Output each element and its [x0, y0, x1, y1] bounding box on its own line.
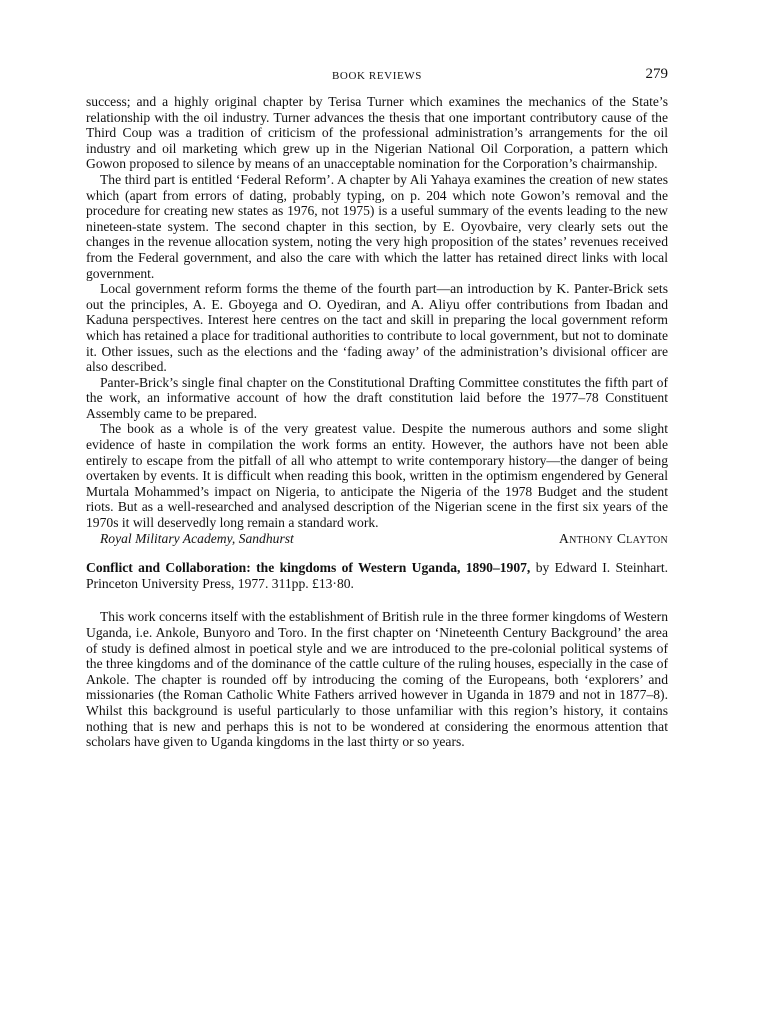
paragraph: Panter-Brick’s single final chapter on the Constitutional Drafting Committee constitutes the fifth part of the work, an informative account of how the draft constitution laid before the 1977–78 Constituent Assembly came to be prepared.: [86, 374, 668, 421]
page-body: [86, 94, 668, 750]
review-body: [86, 609, 668, 749]
paragraph: This work concerns itself with the establishment of British rule in the three former kingdoms of Western Uganda, i.e. Ankole, Bunyoro and Toro. In the first chapter on ‘Nineteenth Century Background’ the area of study is defined almost in poetical style and we are introduced to the pre-colonial political systems of the three kingdoms and of the dominance of the cattle culture of the ruling houses, especially in the case of Ankole. The chapter is rounded off by introducing the coming of the Europeans, both ‘explorers’ and missionaries (the Roman Catholic White Fathers arrived however in Uganda in 1879 and not in 1877–8). Whilst this background is useful particularly to those unfamiliar with this region’s history, it contains nothing that is new and perhaps this is not to be wondered at considering the enormous attention that scholars have given to Uganda kingdoms in the last thirty or so years.: [86, 609, 668, 750]
reviewer-signature: [86, 531, 668, 547]
paragraph: The third part is entitled ‘Federal Reform’. A chapter by Ali Yahaya examines the creation of new states which (apart from errors of dating, probably typing, on p. 204 which note Gowon’s removal and the procedure for creating new states as 1976, not 1975) is a useful summary of the events leading to the new nineteen-state system. The second chapter in this section, by E. Oyovbaire, very clearly sets out the changes in the revenue allocation system, noting the very high proposition of the states’ revenues received from the Federal government, and also the care with which the latter has retained direct links with local government.: [86, 171, 668, 281]
reviewer-name: Anthony Clayton: [558, 530, 668, 546]
paragraph: success; and a highly original chapter by Terisa Turner which examines the mechanics of the State’s relationship with the oil industry. Turner advances the thesis that one important contributory cause of the Third Coup was a tradition of criticism of the professional administration’s arrangements for the oil industry and oil marketing which grew up in the Nigerian National Oil Corporation, a pattern which Gowon proposed to silence by means of an unacceptable nomination for the Corporation’s chairmanship.: [86, 94, 668, 172]
reviewer-affiliation: Royal Military Academy, Sandhurst: [100, 530, 294, 546]
paragraph: The book as a whole is of the very greatest value. Despite the numerous authors and some slight evidence of haste in compilation the work forms an entity. However, the authors have not been able entirely to escape from the pitfall of all who attempt to write contemporary history—the danger of being overtaken by events. It is difficult when reading this book, written in the optimism engendered by General Murtala Mohammed’s impact on Nigeria, to anticipate the Nigeria of the 1978 Budget and the student riots. But as a well-researched and analysed description of the Nigerian scene in the first six years of the 1970s it will deservedly long remain a standard work.: [86, 421, 668, 531]
page-number: 279: [645, 66, 668, 82]
page-header: [86, 66, 668, 88]
review-western-uganda: [86, 560, 668, 750]
book-citation: by Edward I. Steinhart. Princeton University Press, 1977. 311pp. £13·80.: [86, 560, 668, 591]
book-title: Conflict and Collaboration: the kingdoms of Western Uganda, 1890–1907,: [86, 560, 531, 576]
running-head: BOOK REVIEWS: [331, 70, 422, 82]
review-nigeria-continued: [86, 94, 668, 546]
review-heading: [86, 560, 668, 591]
paragraph: Local government reform forms the theme of the fourth part—an introduction by K. Panter-Brick sets out the principles, A. E. Gboyega and O. Oyediran, and A. Aliyu offer contributions from Ibadan and Kaduna perspectives. Interest here centres on the tact and skill in preparing the local government reform which has retained a place for traditional authorities to contribute to local government, but not to dominate it. Other issues, such as the elections and the ‘fading away’ of the administration’s divisional officer are also described.: [86, 281, 668, 375]
